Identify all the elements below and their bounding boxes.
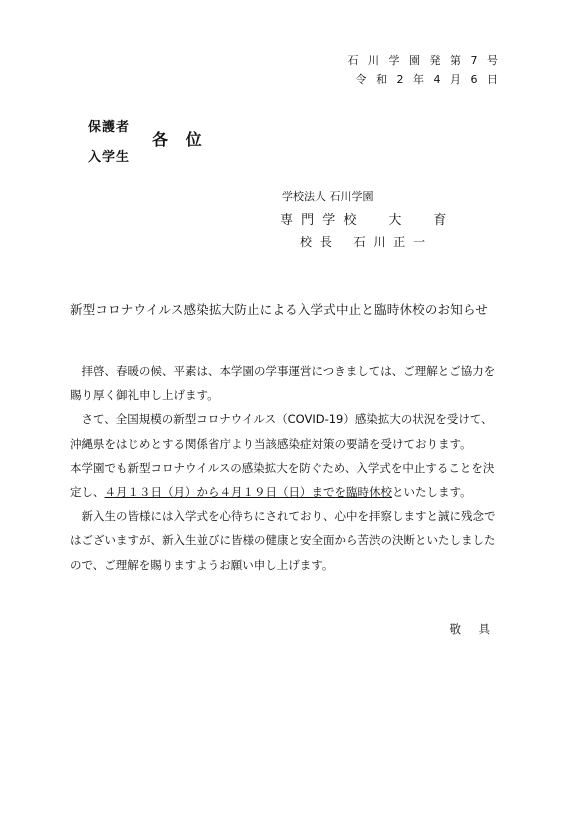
- body-line: 新入生の皆様には入学式を心待ちにされており、心中を拝察しますと誠に残念で: [81, 509, 496, 524]
- closing-phrase: 敬 具: [449, 622, 493, 636]
- sender-corporation: 学校法人 石川学園: [282, 190, 374, 203]
- body-line: はございますが、新入生並びに皆様の健康と安全面から苦渋の決断といたしました: [70, 533, 496, 548]
- recipient-guardians: 保護者: [88, 120, 131, 135]
- recipient-new-students: 入学生: [88, 150, 131, 165]
- body-line: さて、全国規模の新型コロナウイルス（COVID-19）感染拡大の状況を受けて、: [81, 412, 493, 427]
- body-line: 拝啓、春暖の候、平素は、本学園の学事運営につきましては、ご理解とご協力を: [81, 364, 496, 378]
- document-date: 令 和 2 年 4 月 6 日: [355, 73, 501, 86]
- recipient-honorific: 各 位: [152, 130, 208, 149]
- notice-body: [70, 359, 510, 577]
- sender-principal: 校 長 石 川 正 一: [300, 235, 428, 249]
- body-line: 本学園でも新型コロナウイルスの感染拡大を防ぐため、入学式を中止することを決: [70, 460, 495, 475]
- document-number: 石 川 学 園 発 第 7 号: [347, 54, 501, 67]
- notice-title: 新型コロナウイルス感染拡大防止による入学式中止と臨時休校のお知らせ: [70, 302, 488, 317]
- body-line: 定し、４月１３日（月）から４月１９日（日）までを臨時休校といたします。: [70, 485, 472, 500]
- closure-period: ４月１３日（月）から４月１９日（日）までを臨時休校: [104, 485, 392, 500]
- body-line: ので、ご理解を賜りますようお願い申し上げます。: [70, 557, 334, 572]
- body-line: 沖縄県をはじめとする関係省庁より当該感染症対策の要請を受けております。: [70, 436, 472, 451]
- sender-school: 専 門 学 校 大 育: [280, 213, 449, 228]
- body-line: 賜り厚く御礼申し上げます。: [70, 388, 219, 403]
